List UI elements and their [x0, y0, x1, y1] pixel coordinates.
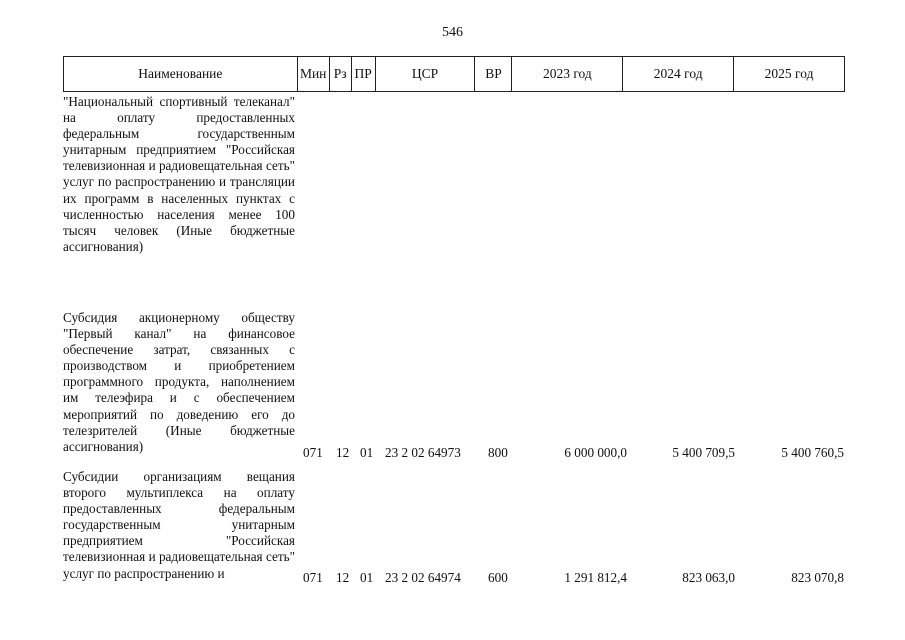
cell-pr: 01: [360, 445, 374, 460]
cell-min: 071: [303, 445, 323, 460]
header-2025: 2025 год: [764, 66, 814, 81]
table-row-name: "Национальный спортивный телеканал" на оплату предоставленных федеральным государственным унитарным предприятием "Российская телевизионная и радиовещательная сеть" услуг по распространению и трансляции их программ в населенных пунктах с численностью населения менее 100 тысяч человек (Иные бюджетные ассигнования): [63, 94, 295, 254]
table-row-name: Субсидия акционерному обществу "Первый канал" на финансовое обеспечение затрат, связанных с производством и приобретением программного продукта, наполнением им телеэфира и с обеспечением мероприятий по доведению его до телезрителей (Иные бюджетные ассигнования): [63, 310, 295, 454]
cell-2025: 823 070,8: [791, 570, 844, 585]
header-2023: 2023 год: [512, 57, 623, 91]
cell-2023: 6 000 000,0: [564, 445, 627, 460]
header-name: Наименование: [64, 57, 298, 91]
table-row-name: Субсидии организациям вещания второго мультиплекса на оплату предоставленных федеральным государственным унитарным предприятием "Российская телевизионная и радиовещательная сеть" услуг по распространению и: [63, 469, 295, 581]
table-header: [63, 56, 845, 92]
cell-rz: 12: [336, 570, 350, 585]
cell-2025: 5 400 760,5: [781, 445, 844, 460]
header-rz: Рз: [330, 57, 352, 91]
cell-min: 071: [303, 570, 323, 585]
cell-csr: 23 2 02 64974: [385, 570, 461, 585]
page-number: 546: [442, 25, 463, 40]
cell-2024: 823 063,0: [682, 570, 735, 585]
header-pr: ПР: [352, 57, 376, 91]
cell-csr: 23 2 02 64973: [385, 445, 461, 460]
header-vr: ВР: [475, 57, 512, 91]
cell-2024: 5 400 709,5: [672, 445, 735, 460]
cell-vr: 600: [488, 570, 508, 585]
cell-rz: 12: [336, 445, 350, 460]
header-min: Мин: [298, 57, 330, 91]
cell-pr: 01: [360, 570, 374, 585]
cell-vr: 800: [488, 445, 508, 460]
cell-2023: 1 291 812,4: [564, 570, 627, 585]
header-2024: 2024 год: [623, 57, 734, 91]
header-csr: ЦСР: [376, 57, 476, 91]
